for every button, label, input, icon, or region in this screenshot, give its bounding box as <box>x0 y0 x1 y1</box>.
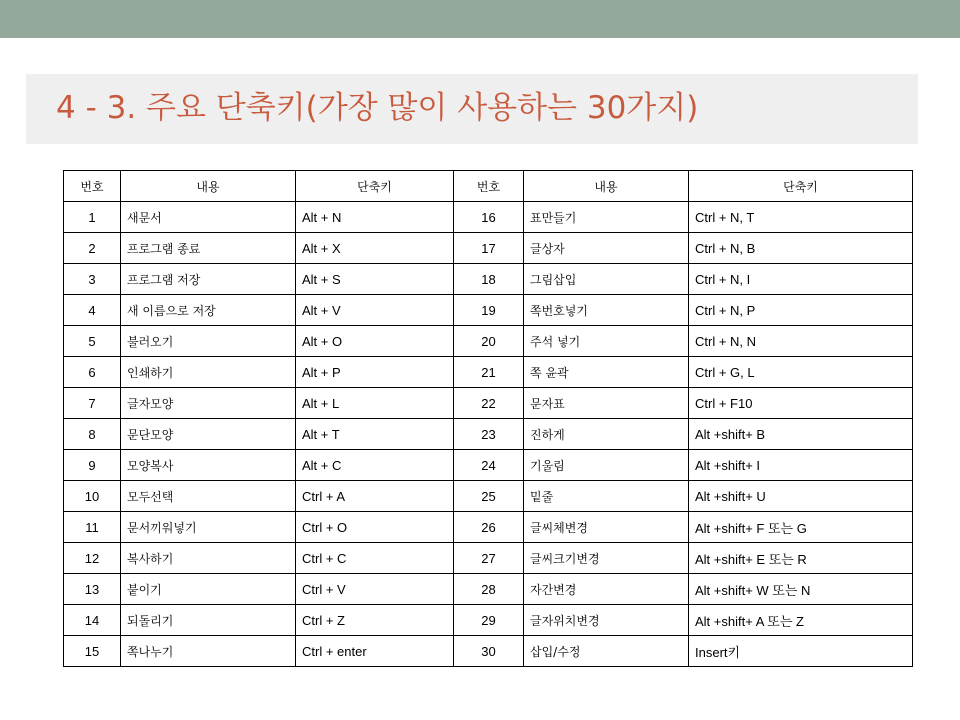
cell-number: 19 <box>454 295 524 326</box>
cell-description: 글씨크기변경 <box>524 543 689 574</box>
table-row <box>64 605 913 636</box>
cell-description: 모두선택 <box>121 481 296 512</box>
cell-shortcut: Alt + O <box>296 326 454 357</box>
cell-number: 2 <box>64 233 121 264</box>
table-row <box>64 512 913 543</box>
cell-shortcut: Alt + S <box>296 264 454 295</box>
cell-description: 글자모양 <box>121 388 296 419</box>
cell-description: 프로그램 저장 <box>121 264 296 295</box>
cell-number: 14 <box>64 605 121 636</box>
cell-description: 밑줄 <box>524 481 689 512</box>
cell-number: 23 <box>454 419 524 450</box>
cell-number: 5 <box>64 326 121 357</box>
cell-number: 24 <box>454 450 524 481</box>
table-row <box>64 295 913 326</box>
cell-number: 29 <box>454 605 524 636</box>
cell-description: 자간변경 <box>524 574 689 605</box>
table-row <box>64 481 913 512</box>
cell-description: 쪽 윤곽 <box>524 357 689 388</box>
cell-shortcut: Ctrl + N, I <box>689 264 913 295</box>
cell-description: 인쇄하기 <box>121 357 296 388</box>
table-row <box>64 326 913 357</box>
header-description-left: 내용 <box>121 171 296 202</box>
cell-shortcut: Alt + C <box>296 450 454 481</box>
top-accent-bar <box>0 0 960 38</box>
cell-number: 30 <box>454 636 524 667</box>
cell-number: 21 <box>454 357 524 388</box>
cell-description: 쪽번호넣기 <box>524 295 689 326</box>
table-row <box>64 388 913 419</box>
cell-shortcut: Alt +shift+ E 또는 R <box>689 543 913 574</box>
cell-shortcut: Ctrl + V <box>296 574 454 605</box>
cell-number: 6 <box>64 357 121 388</box>
header-shortcut-right: 단축키 <box>689 171 913 202</box>
cell-description: 프로그램 종료 <box>121 233 296 264</box>
cell-shortcut: Alt +shift+ A 또는 Z <box>689 605 913 636</box>
cell-description: 새 이름으로 저장 <box>121 295 296 326</box>
cell-shortcut: Alt +shift+ B <box>689 419 913 450</box>
cell-shortcut: Alt +shift+ I <box>689 450 913 481</box>
cell-number: 8 <box>64 419 121 450</box>
cell-shortcut: Ctrl + N, B <box>689 233 913 264</box>
cell-shortcut: Ctrl + Z <box>296 605 454 636</box>
cell-shortcut: Alt + N <box>296 202 454 233</box>
cell-description: 글씨체변경 <box>524 512 689 543</box>
cell-description: 되돌리기 <box>121 605 296 636</box>
cell-description: 주석 넣기 <box>524 326 689 357</box>
cell-description: 글자위치변경 <box>524 605 689 636</box>
cell-shortcut: Ctrl + N, N <box>689 326 913 357</box>
table-header-row <box>64 171 913 202</box>
cell-description: 삽입/수정 <box>524 636 689 667</box>
cell-description: 글상자 <box>524 233 689 264</box>
table-row <box>64 202 913 233</box>
cell-description: 불러오기 <box>121 326 296 357</box>
table-row <box>64 543 913 574</box>
table-row <box>64 233 913 264</box>
table-row <box>64 264 913 295</box>
cell-number: 15 <box>64 636 121 667</box>
table-row <box>64 419 913 450</box>
cell-number: 7 <box>64 388 121 419</box>
header-description-right: 내용 <box>524 171 689 202</box>
cell-shortcut: Ctrl + G, L <box>689 357 913 388</box>
cell-number: 22 <box>454 388 524 419</box>
cell-number: 10 <box>64 481 121 512</box>
cell-description: 문서끼워넣기 <box>121 512 296 543</box>
cell-shortcut: Ctrl + O <box>296 512 454 543</box>
cell-description: 쪽나누기 <box>121 636 296 667</box>
cell-shortcut: Alt +shift+ W 또는 N <box>689 574 913 605</box>
table-row <box>64 636 913 667</box>
cell-shortcut: Insert키 <box>689 636 913 667</box>
cell-shortcut: Alt + P <box>296 357 454 388</box>
cell-number: 12 <box>64 543 121 574</box>
table-row <box>64 574 913 605</box>
cell-description: 모양복사 <box>121 450 296 481</box>
cell-number: 9 <box>64 450 121 481</box>
header-shortcut-left: 단축키 <box>296 171 454 202</box>
cell-number: 16 <box>454 202 524 233</box>
shortcut-table <box>63 170 913 667</box>
cell-description: 표만들기 <box>524 202 689 233</box>
cell-number: 13 <box>64 574 121 605</box>
cell-description: 문단모양 <box>121 419 296 450</box>
cell-number: 26 <box>454 512 524 543</box>
cell-number: 17 <box>454 233 524 264</box>
cell-shortcut: Alt + T <box>296 419 454 450</box>
cell-number: 18 <box>454 264 524 295</box>
cell-number: 1 <box>64 202 121 233</box>
cell-description: 그림삽입 <box>524 264 689 295</box>
table-row <box>64 450 913 481</box>
cell-shortcut: Alt + L <box>296 388 454 419</box>
cell-shortcut: Ctrl + C <box>296 543 454 574</box>
cell-description: 새문서 <box>121 202 296 233</box>
cell-number: 3 <box>64 264 121 295</box>
cell-description: 기울림 <box>524 450 689 481</box>
header-number-left: 번호 <box>64 171 121 202</box>
cell-shortcut: Ctrl + N, T <box>689 202 913 233</box>
cell-shortcut: Ctrl + N, P <box>689 295 913 326</box>
cell-shortcut: Alt + V <box>296 295 454 326</box>
cell-number: 25 <box>454 481 524 512</box>
cell-description: 문자표 <box>524 388 689 419</box>
cell-description: 붙이기 <box>121 574 296 605</box>
cell-number: 27 <box>454 543 524 574</box>
cell-number: 11 <box>64 512 121 543</box>
cell-description: 복사하기 <box>121 543 296 574</box>
slide-title: 4 - 3. 주요 단축키(가장 많이 사용하는 30가지) <box>56 90 699 126</box>
cell-number: 28 <box>454 574 524 605</box>
table-row <box>64 357 913 388</box>
cell-number: 4 <box>64 295 121 326</box>
cell-shortcut: Alt + X <box>296 233 454 264</box>
cell-shortcut: Alt +shift+ U <box>689 481 913 512</box>
cell-description: 진하게 <box>524 419 689 450</box>
cell-number: 20 <box>454 326 524 357</box>
header-number-right: 번호 <box>454 171 524 202</box>
cell-shortcut: Ctrl + F10 <box>689 388 913 419</box>
cell-shortcut: Alt +shift+ F 또는 G <box>689 512 913 543</box>
cell-shortcut: Ctrl + A <box>296 481 454 512</box>
cell-shortcut: Ctrl + enter <box>296 636 454 667</box>
